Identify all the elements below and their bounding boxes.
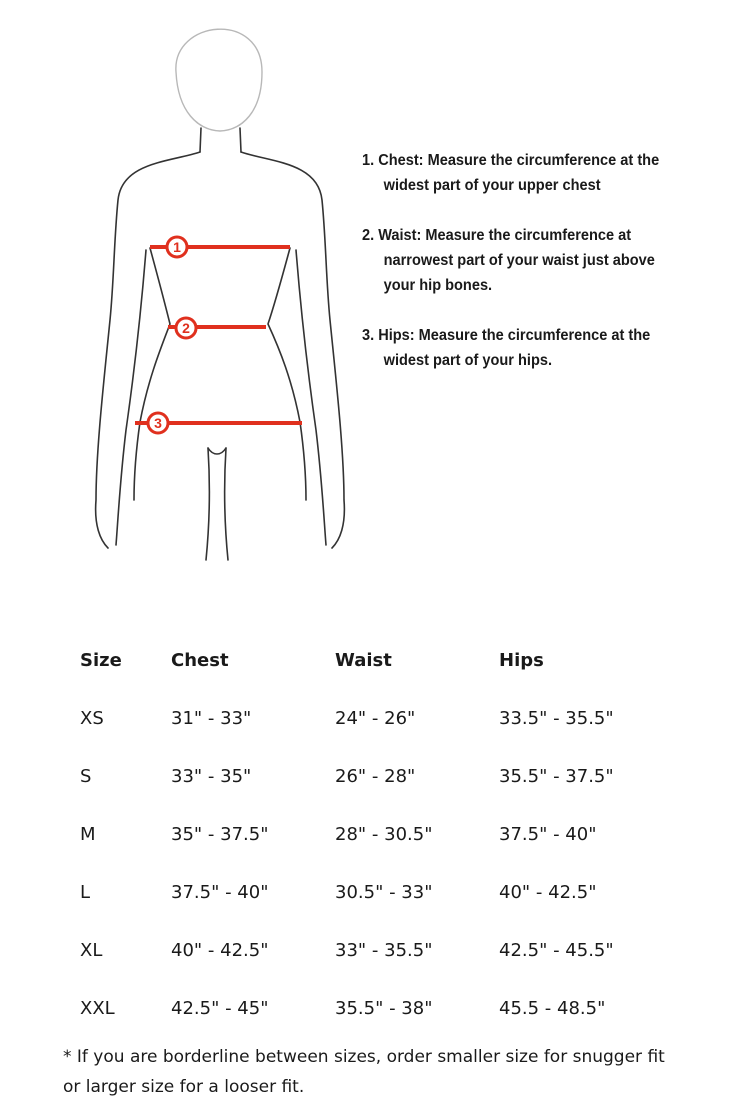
hips-cell: 42.5" - 45.5" — [499, 940, 614, 961]
torso-left — [134, 248, 170, 500]
measurement-instructions — [362, 148, 672, 398]
header-chest: Chest — [171, 650, 229, 671]
neck-outline-right — [240, 128, 241, 152]
chest-marker — [167, 237, 187, 257]
waist-cell: 24" - 26" — [335, 708, 416, 729]
waist-cell: 26" - 28" — [335, 766, 416, 787]
hips-cell: 40" - 42.5" — [499, 882, 597, 903]
table-row — [80, 690, 680, 748]
table-row — [80, 748, 680, 806]
size-cell: XL — [80, 940, 103, 961]
leg-left — [206, 448, 209, 560]
head-outline — [176, 29, 262, 131]
header-waist: Waist — [335, 650, 392, 671]
waist-marker-label: 2 — [182, 320, 190, 336]
right-arm-outline — [241, 152, 344, 548]
left-inner-arm — [116, 250, 146, 545]
instruction-waist: 2. Waist: Measure the circumference at narrowest part of your waist just above your hip bones. — [362, 227, 655, 294]
chest-cell: 33" - 35" — [171, 766, 252, 787]
size-cell: XXL — [80, 998, 115, 1019]
waist-cell: 30.5" - 33" — [335, 882, 433, 903]
chest-cell: 31" - 33" — [171, 708, 252, 729]
right-inner-arm — [296, 250, 326, 545]
hips-cell: 33.5" - 35.5" — [499, 708, 614, 729]
instruction-hips: 3. Hips: Measure the circumference at the widest part of your hips. — [362, 327, 651, 369]
size-cell: L — [80, 882, 91, 903]
waist-marker — [176, 318, 196, 338]
hips-cell: 35.5" - 37.5" — [499, 766, 614, 787]
waist-cell: 33" - 35.5" — [335, 940, 433, 961]
waist-cell: 35.5" - 38" — [335, 998, 433, 1019]
chest-cell: 35" - 37.5" — [171, 824, 269, 845]
table-row — [80, 980, 680, 1038]
hips-marker — [148, 413, 168, 433]
left-arm-outline — [96, 152, 200, 548]
size-cell: S — [80, 766, 92, 787]
table-row — [80, 864, 680, 922]
instruction-chest: 1. Chest: Measure the circumference at the widest part of your upper chest — [362, 152, 660, 194]
crotch — [208, 448, 226, 454]
chest-cell: 42.5" - 45" — [171, 998, 269, 1019]
sizing-footnote: * If you are borderline between sizes, order smaller size for snugger fit or larger size for a looser fit. — [63, 1047, 665, 1097]
neck-outline — [200, 128, 201, 152]
size-cell: XS — [80, 708, 104, 729]
header-hips: Hips — [499, 650, 544, 671]
table-row — [80, 922, 680, 980]
hips-cell: 37.5" - 40" — [499, 824, 597, 845]
table-row — [80, 806, 680, 864]
chest-marker-label: 1 — [173, 239, 181, 255]
size-chart-table — [80, 632, 680, 1038]
header-size: Size — [80, 650, 122, 671]
size-cell: M — [80, 824, 96, 845]
chest-cell: 37.5" - 40" — [171, 882, 269, 903]
table-header — [80, 632, 680, 690]
leg-right — [225, 448, 228, 560]
waist-cell: 28" - 30.5" — [335, 824, 433, 845]
hips-marker-label: 3 — [154, 415, 162, 431]
torso-right — [268, 248, 306, 500]
chest-cell: 40" - 42.5" — [171, 940, 269, 961]
hips-cell: 45.5 - 48.5" — [499, 998, 606, 1019]
